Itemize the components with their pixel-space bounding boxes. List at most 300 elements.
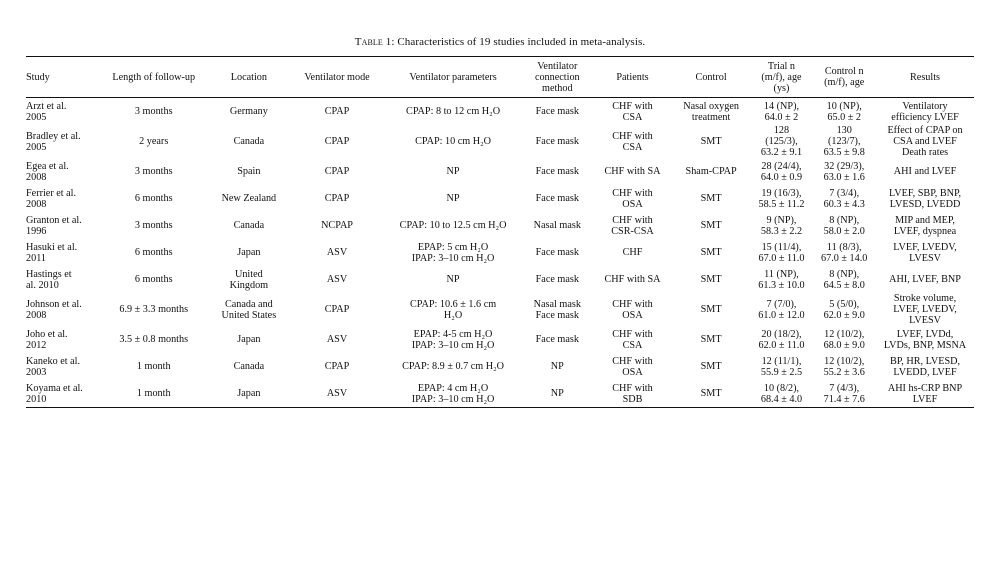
cell-results bbox=[876, 326, 974, 353]
cell-parameters bbox=[385, 380, 521, 408]
cell-mode-line: ASV bbox=[326, 274, 348, 285]
header-patients: Patients bbox=[593, 57, 671, 98]
cell-patients-line: CHF with bbox=[612, 130, 653, 142]
cell-mode bbox=[289, 239, 385, 266]
cell-parameters-line: CPAP: 10 cm H₂O bbox=[415, 136, 492, 147]
cell-parameters bbox=[385, 326, 521, 353]
cell-control-line: Nasal oxygen bbox=[683, 100, 739, 112]
cell-follow-up bbox=[99, 185, 209, 212]
cell-patients bbox=[593, 380, 671, 408]
cell-study-line: 2005 bbox=[26, 141, 47, 153]
cell-mode bbox=[289, 380, 385, 408]
cell-study-line: Hastings et bbox=[26, 268, 72, 280]
cell-location bbox=[209, 239, 290, 266]
cell-location-line: United States bbox=[221, 309, 277, 321]
header-connection-line: connection bbox=[534, 71, 580, 83]
cell-parameters bbox=[385, 353, 521, 380]
cell-location bbox=[209, 158, 290, 185]
cell-results bbox=[876, 266, 974, 293]
cell-trial bbox=[751, 293, 813, 326]
cell-location-line: Canada bbox=[233, 220, 265, 231]
cell-study-line: 1996 bbox=[26, 225, 47, 237]
cell-mode-line: ASV bbox=[326, 334, 348, 345]
cell-parameters-line: CPAP: 8 to 12 cm H₂O bbox=[406, 106, 501, 117]
cell-connection bbox=[521, 158, 593, 185]
cell-connection bbox=[521, 125, 593, 158]
cell-control-n-line: 7 (4/3), bbox=[829, 382, 860, 394]
cell-results-line: AHI hs-CRP BNP bbox=[887, 382, 963, 394]
header-trial-line: (m/f), age bbox=[761, 71, 802, 83]
cell-control bbox=[672, 266, 751, 293]
cell-control-n-line: 32 (29/3), bbox=[824, 160, 865, 172]
cell-connection bbox=[521, 380, 593, 408]
cell-parameters-line: CPAP: 8.9 ± 0.7 cm H₂O bbox=[402, 361, 504, 372]
cell-results bbox=[876, 353, 974, 380]
cell-results-line: Effect of CPAP on bbox=[887, 125, 963, 136]
cell-control-n-line: 60.3 ± 4.3 bbox=[823, 198, 865, 210]
cell-patients bbox=[593, 353, 671, 380]
cell-control-n-line: 67.0 ± 14.0 bbox=[821, 252, 868, 264]
cell-control-n-line: 64.5 ± 8.0 bbox=[823, 279, 865, 291]
cell-control-n bbox=[812, 326, 876, 353]
cell-connection-line: Nasal mask bbox=[533, 298, 581, 310]
cell-trial-line: 7 (7/0), bbox=[766, 298, 797, 310]
cell-mode bbox=[289, 293, 385, 326]
cell-study-line: 2005 bbox=[26, 111, 47, 123]
table-row bbox=[26, 212, 974, 239]
cell-trial bbox=[751, 353, 813, 380]
cell-follow-up-line: 3.5 ± 0.8 months bbox=[119, 334, 189, 345]
cell-location-line: Kingdom bbox=[229, 279, 269, 291]
cell-study bbox=[26, 212, 99, 239]
cell-trial bbox=[751, 380, 813, 408]
cell-parameters-line: NP bbox=[446, 193, 460, 204]
cell-location-line: United bbox=[234, 268, 263, 280]
cell-parameters-line: IPAP: 3–10 cm H₂O bbox=[411, 252, 495, 264]
cell-control-n bbox=[812, 125, 876, 158]
cell-trial-line: 58.5 ± 11.2 bbox=[758, 198, 805, 210]
cell-results-line: CSA and LVEF bbox=[893, 136, 957, 147]
cell-study-line: Kaneko et al. bbox=[26, 355, 81, 367]
cell-study-line: Koyama et al. bbox=[26, 382, 83, 394]
cell-parameters bbox=[385, 158, 521, 185]
cell-results-line: AHI and LVEF bbox=[893, 166, 957, 177]
cell-control-n-line: 12 (10/2), bbox=[824, 328, 865, 340]
cell-connection bbox=[521, 266, 593, 293]
cell-study-line: Bradley et al. bbox=[26, 130, 81, 142]
cell-patients bbox=[593, 185, 671, 212]
cell-follow-up bbox=[99, 266, 209, 293]
cell-control bbox=[672, 98, 751, 126]
cell-follow-up-line: 2 years bbox=[139, 136, 169, 147]
cell-parameters-line: EPAP: 5 cm H₂O bbox=[417, 241, 489, 253]
cell-control-n-line: 63.5 ± 9.8 bbox=[823, 147, 865, 158]
cell-patients-line: OSA bbox=[622, 366, 643, 378]
cell-results-line: LVEF, LVDd, bbox=[896, 328, 954, 340]
cell-parameters-line: EPAP: 4-5 cm H₂O bbox=[413, 328, 493, 340]
cell-location-line: Japan bbox=[237, 247, 261, 258]
table-row bbox=[26, 293, 974, 326]
cell-patients bbox=[593, 326, 671, 353]
cell-connection-line: Face mask bbox=[535, 136, 579, 147]
cell-parameters bbox=[385, 125, 521, 158]
cell-trial bbox=[751, 326, 813, 353]
cell-trial-line: 61.3 ± 10.0 bbox=[758, 279, 805, 291]
header-control-n-line: (m/f), age bbox=[824, 77, 865, 88]
header-connection-line: Ventilator bbox=[537, 60, 578, 72]
cell-control bbox=[672, 212, 751, 239]
table-body bbox=[26, 98, 974, 408]
table-caption-text: Characteristics of 19 studies included in meta-analysis. bbox=[397, 36, 646, 48]
cell-connection bbox=[521, 293, 593, 326]
cell-study-line: Johnson et al. bbox=[26, 298, 82, 310]
cell-connection-line: Face mask bbox=[535, 193, 579, 204]
cell-control bbox=[672, 326, 751, 353]
cell-follow-up bbox=[99, 212, 209, 239]
cell-location bbox=[209, 326, 290, 353]
cell-parameters-line: H₂O bbox=[443, 309, 463, 321]
cell-location bbox=[209, 266, 290, 293]
cell-follow-up-line: 6 months bbox=[134, 274, 173, 285]
cell-control-n-line: 62.0 ± 9.0 bbox=[823, 309, 865, 321]
cell-mode-line: CPAP bbox=[324, 304, 350, 315]
cell-trial-line: 67.0 ± 11.0 bbox=[758, 252, 805, 264]
cell-results bbox=[876, 185, 974, 212]
cell-follow-up bbox=[99, 125, 209, 158]
cell-control-line: SMT bbox=[700, 304, 722, 315]
cell-study-line: Granton et al. bbox=[26, 214, 82, 226]
cell-parameters bbox=[385, 293, 521, 326]
cell-control-line: SMT bbox=[700, 247, 722, 258]
cell-study bbox=[26, 380, 99, 408]
cell-control-n-line: 11 (8/3), bbox=[826, 241, 862, 253]
cell-mode-line: ASV bbox=[326, 388, 348, 399]
cell-trial-line: 14 (NP), bbox=[763, 100, 800, 112]
cell-trial bbox=[751, 266, 813, 293]
cell-control-n-line: 7 (3/4), bbox=[829, 187, 860, 199]
cell-control-line: SMT bbox=[700, 193, 722, 204]
cell-study-line: 2012 bbox=[26, 339, 47, 351]
header-mode: Ventilator mode bbox=[289, 57, 385, 98]
cell-study-line: Arzt et al. bbox=[26, 100, 67, 112]
cell-results bbox=[876, 212, 974, 239]
cell-follow-up-line: 1 month bbox=[136, 388, 171, 399]
cell-follow-up bbox=[99, 326, 209, 353]
header-trial-line: (ys) bbox=[773, 82, 790, 94]
header-location: Location bbox=[209, 57, 290, 98]
cell-parameters bbox=[385, 185, 521, 212]
cell-location bbox=[209, 212, 290, 239]
cell-control-n bbox=[812, 239, 876, 266]
cell-mode-line: CPAP bbox=[324, 166, 350, 177]
cell-patients-line: CHF with bbox=[612, 355, 653, 367]
table-row bbox=[26, 125, 974, 158]
cell-connection-line: Face mask bbox=[535, 334, 579, 345]
cell-parameters-line: CPAP: 10.6 ± 1.6 cm bbox=[409, 298, 497, 310]
cell-control bbox=[672, 185, 751, 212]
cell-control-n-line: 10 (NP), bbox=[826, 100, 862, 112]
cell-mode bbox=[289, 185, 385, 212]
cell-patients-line: CHF with bbox=[612, 214, 653, 226]
cell-location bbox=[209, 293, 290, 326]
cell-mode-line: CPAP bbox=[324, 361, 350, 372]
cell-results-line: MIP and MEP, bbox=[895, 214, 955, 226]
cell-patients-line: CHF with bbox=[612, 328, 653, 340]
cell-trial-line: 128 bbox=[773, 125, 790, 136]
cell-control-n-line: 8 (NP), bbox=[829, 268, 860, 280]
cell-trial-line: (125/3), bbox=[765, 136, 798, 147]
header-follow-up: Length of follow-up bbox=[99, 57, 209, 98]
cell-location bbox=[209, 125, 290, 158]
cell-study-line: Hasuki et al. bbox=[26, 241, 78, 253]
cell-mode bbox=[289, 158, 385, 185]
cell-patients-line: CSA bbox=[622, 141, 643, 153]
cell-patients bbox=[593, 266, 671, 293]
cell-mode bbox=[289, 212, 385, 239]
cell-study-line: 2008 bbox=[26, 309, 47, 321]
cell-parameters-line: IPAP: 3–10 cm H₂O bbox=[411, 393, 495, 405]
cell-study bbox=[26, 293, 99, 326]
cell-study-line: Ferrier et al. bbox=[26, 187, 77, 199]
cell-trial-line: 55.9 ± 2.5 bbox=[760, 366, 803, 378]
cell-connection-line: Face mask bbox=[535, 274, 579, 285]
cell-control-n bbox=[812, 293, 876, 326]
cell-connection bbox=[521, 326, 593, 353]
cell-follow-up bbox=[99, 353, 209, 380]
header-connection bbox=[521, 57, 593, 98]
cell-mode bbox=[289, 125, 385, 158]
cell-mode-line: CPAP bbox=[324, 193, 350, 204]
table-header-row bbox=[26, 57, 974, 98]
cell-control-n bbox=[812, 353, 876, 380]
cell-patients bbox=[593, 98, 671, 126]
cell-follow-up-line: 3 months bbox=[134, 106, 173, 117]
cell-control-n-line: 63.0 ± 1.6 bbox=[823, 171, 865, 183]
cell-patients bbox=[593, 125, 671, 158]
cell-trial bbox=[751, 158, 813, 185]
cell-mode bbox=[289, 326, 385, 353]
cell-parameters bbox=[385, 212, 521, 239]
cell-patients-line: CSA bbox=[622, 111, 643, 123]
cell-connection bbox=[521, 185, 593, 212]
cell-patients bbox=[593, 158, 671, 185]
cell-mode-line: NCPAP bbox=[321, 220, 353, 231]
cell-location bbox=[209, 185, 290, 212]
cell-connection bbox=[521, 212, 593, 239]
cell-follow-up-line: 6 months bbox=[134, 193, 173, 204]
cell-location-line: New Zealand bbox=[221, 193, 277, 204]
cell-mode-line: CPAP bbox=[324, 136, 350, 147]
studies-table bbox=[26, 56, 974, 408]
cell-parameters bbox=[385, 239, 521, 266]
cell-study-line: al. 2010 bbox=[26, 279, 59, 291]
header-results: Results bbox=[876, 57, 974, 98]
cell-mode bbox=[289, 353, 385, 380]
cell-control-n-line: 65.0 ± 2 bbox=[827, 111, 862, 123]
cell-connection bbox=[521, 98, 593, 126]
cell-control-n-line: 5 (5/0), bbox=[829, 298, 860, 310]
cell-study bbox=[26, 98, 99, 126]
cell-trial-line: 63.2 ± 9.1 bbox=[760, 147, 803, 158]
cell-connection-line: NP bbox=[550, 388, 564, 399]
cell-control bbox=[672, 239, 751, 266]
cell-control bbox=[672, 353, 751, 380]
cell-follow-up-line: 6 months bbox=[134, 247, 173, 258]
cell-follow-up-line: 1 month bbox=[136, 361, 171, 372]
cell-connection-line: Nasal mask bbox=[533, 220, 581, 231]
table-row bbox=[26, 266, 974, 293]
cell-results bbox=[876, 158, 974, 185]
cell-study bbox=[26, 125, 99, 158]
cell-parameters-line: EPAP: 4 cm H₂O bbox=[417, 382, 489, 394]
cell-connection-line: Face mask bbox=[535, 106, 579, 117]
cell-results-line: LVEF, SBP, BNP, bbox=[888, 187, 962, 199]
cell-study-line: 2008 bbox=[26, 171, 47, 183]
cell-trial-line: 64.0 ± 2 bbox=[764, 111, 799, 123]
cell-parameters-line: CPAP: 10 to 12.5 cm H₂O bbox=[399, 220, 507, 231]
cell-patients bbox=[593, 293, 671, 326]
cell-control-n-line: 55.2 ± 3.6 bbox=[823, 366, 865, 378]
cell-trial-line: 58.3 ± 2.2 bbox=[760, 225, 803, 237]
cell-study-line: 2011 bbox=[26, 252, 46, 264]
cell-location-line: Japan bbox=[237, 388, 261, 399]
cell-results-line: BP, HR, LVESD, bbox=[889, 355, 961, 367]
table-row bbox=[26, 98, 974, 126]
cell-trial-line: 61.0 ± 12.0 bbox=[758, 309, 805, 321]
cell-patients-line: CHF with SA bbox=[604, 274, 661, 285]
cell-location-line: Canada bbox=[233, 361, 265, 372]
table-caption bbox=[0, 36, 1000, 48]
cell-control bbox=[672, 293, 751, 326]
cell-results-line: Stroke volume, bbox=[893, 293, 957, 304]
cell-trial-line: 20 (18/2), bbox=[761, 328, 802, 340]
cell-control-n-line: 68.0 ± 9.0 bbox=[823, 339, 865, 351]
cell-patients-line: CHF with SA bbox=[604, 166, 661, 177]
table-row bbox=[26, 158, 974, 185]
cell-study-line: 2008 bbox=[26, 198, 47, 210]
cell-trial-line: 19 (16/3), bbox=[761, 187, 802, 199]
cell-mode-line: ASV bbox=[326, 247, 348, 258]
cell-patients-line: CHF with bbox=[612, 100, 653, 112]
cell-control-n-line: 71.4 ± 7.6 bbox=[823, 393, 865, 405]
cell-trial bbox=[751, 212, 813, 239]
cell-connection bbox=[521, 353, 593, 380]
cell-trial-line: 9 (NP), bbox=[766, 214, 797, 226]
cell-patients-line: CHF with bbox=[612, 382, 653, 394]
cell-location-line: Germany bbox=[229, 106, 268, 117]
cell-results bbox=[876, 239, 974, 266]
cell-results-line: efficiency LVEF bbox=[891, 111, 959, 123]
cell-study bbox=[26, 353, 99, 380]
cell-follow-up-line: 3 months bbox=[134, 220, 173, 231]
header-control: Control bbox=[672, 57, 751, 98]
cell-patients-line: CSA bbox=[622, 339, 643, 351]
cell-results-line: LVESV bbox=[909, 252, 941, 264]
cell-parameters-line: NP bbox=[446, 274, 460, 285]
header-control-n-line: Control n bbox=[824, 66, 864, 77]
cell-control-n bbox=[812, 212, 876, 239]
cell-parameters-line: IPAP: 3–10 cm H₂O bbox=[411, 339, 495, 351]
cell-study-line: 2010 bbox=[26, 393, 47, 405]
cell-study-line: 2003 bbox=[26, 366, 47, 378]
cell-results-line: LVEDD, LVEF bbox=[893, 366, 957, 378]
cell-control bbox=[672, 125, 751, 158]
cell-study bbox=[26, 239, 99, 266]
cell-patients bbox=[593, 239, 671, 266]
cell-parameters-line: NP bbox=[446, 166, 460, 177]
cell-control-n bbox=[812, 98, 876, 126]
cell-control-n-line: 58.0 ± 2.0 bbox=[823, 225, 865, 237]
cell-location-line: Spain bbox=[237, 166, 261, 177]
cell-results-line: LVEF, LVEDV, bbox=[893, 304, 957, 315]
cell-control-line: treatment bbox=[691, 111, 731, 123]
cell-patients-line: CHF with bbox=[612, 298, 653, 310]
cell-trial bbox=[751, 98, 813, 126]
cell-trial bbox=[751, 125, 813, 158]
cell-patients-line: OSA bbox=[622, 309, 643, 321]
cell-follow-up bbox=[99, 380, 209, 408]
cell-patients-line: CHF with bbox=[612, 187, 653, 199]
cell-control-n bbox=[812, 266, 876, 293]
cell-trial-line: 68.4 ± 4.0 bbox=[760, 393, 803, 405]
cell-study bbox=[26, 185, 99, 212]
cell-parameters bbox=[385, 266, 521, 293]
cell-control-n-line: 8 (NP), bbox=[829, 214, 860, 226]
cell-trial bbox=[751, 239, 813, 266]
cell-control bbox=[672, 158, 751, 185]
cell-results-line: Ventilatory bbox=[902, 100, 948, 112]
cell-control-line: SMT bbox=[700, 361, 722, 372]
cell-patients-line: OSA bbox=[622, 198, 643, 210]
cell-study-line: Egea et al. bbox=[26, 160, 69, 172]
cell-study bbox=[26, 266, 99, 293]
table-row bbox=[26, 239, 974, 266]
cell-follow-up bbox=[99, 158, 209, 185]
cell-mode-line: CPAP bbox=[324, 106, 350, 117]
cell-control-n bbox=[812, 185, 876, 212]
cell-patients-line: SDB bbox=[622, 393, 643, 405]
cell-trial-line: 64.0 ± 0.9 bbox=[760, 171, 803, 183]
cell-follow-up bbox=[99, 239, 209, 266]
cell-results-line: LVESD, LVEDD bbox=[889, 198, 961, 210]
cell-trial-line: 12 (11/1), bbox=[761, 355, 802, 367]
cell-control-line: SMT bbox=[700, 388, 722, 399]
cell-control-n bbox=[812, 380, 876, 408]
cell-results-line: LVDs, BNP, MSNA bbox=[883, 339, 967, 351]
header-connection-line: method bbox=[542, 82, 573, 94]
cell-patients-line: CHF bbox=[622, 247, 643, 258]
cell-results bbox=[876, 293, 974, 326]
cell-mode bbox=[289, 98, 385, 126]
cell-location bbox=[209, 353, 290, 380]
table-row bbox=[26, 326, 974, 353]
cell-location bbox=[209, 98, 290, 126]
header-trial-line: Trial n bbox=[767, 60, 796, 72]
cell-patients-line: CSR-CSA bbox=[611, 225, 654, 237]
cell-follow-up-line: 3 months bbox=[134, 166, 173, 177]
cell-trial-line: 28 (24/4), bbox=[761, 160, 802, 172]
cell-results-line: LVESV bbox=[909, 315, 941, 326]
cell-control-n-line: 130 bbox=[836, 125, 852, 136]
header-parameters: Ventilator parameters bbox=[385, 57, 521, 98]
cell-study bbox=[26, 326, 99, 353]
cell-parameters bbox=[385, 98, 521, 126]
cell-connection bbox=[521, 239, 593, 266]
cell-results-line: AHI, LVEF, BNP bbox=[889, 274, 961, 285]
cell-study-line: Joho et al. bbox=[26, 328, 68, 340]
cell-patients bbox=[593, 212, 671, 239]
cell-study bbox=[26, 158, 99, 185]
